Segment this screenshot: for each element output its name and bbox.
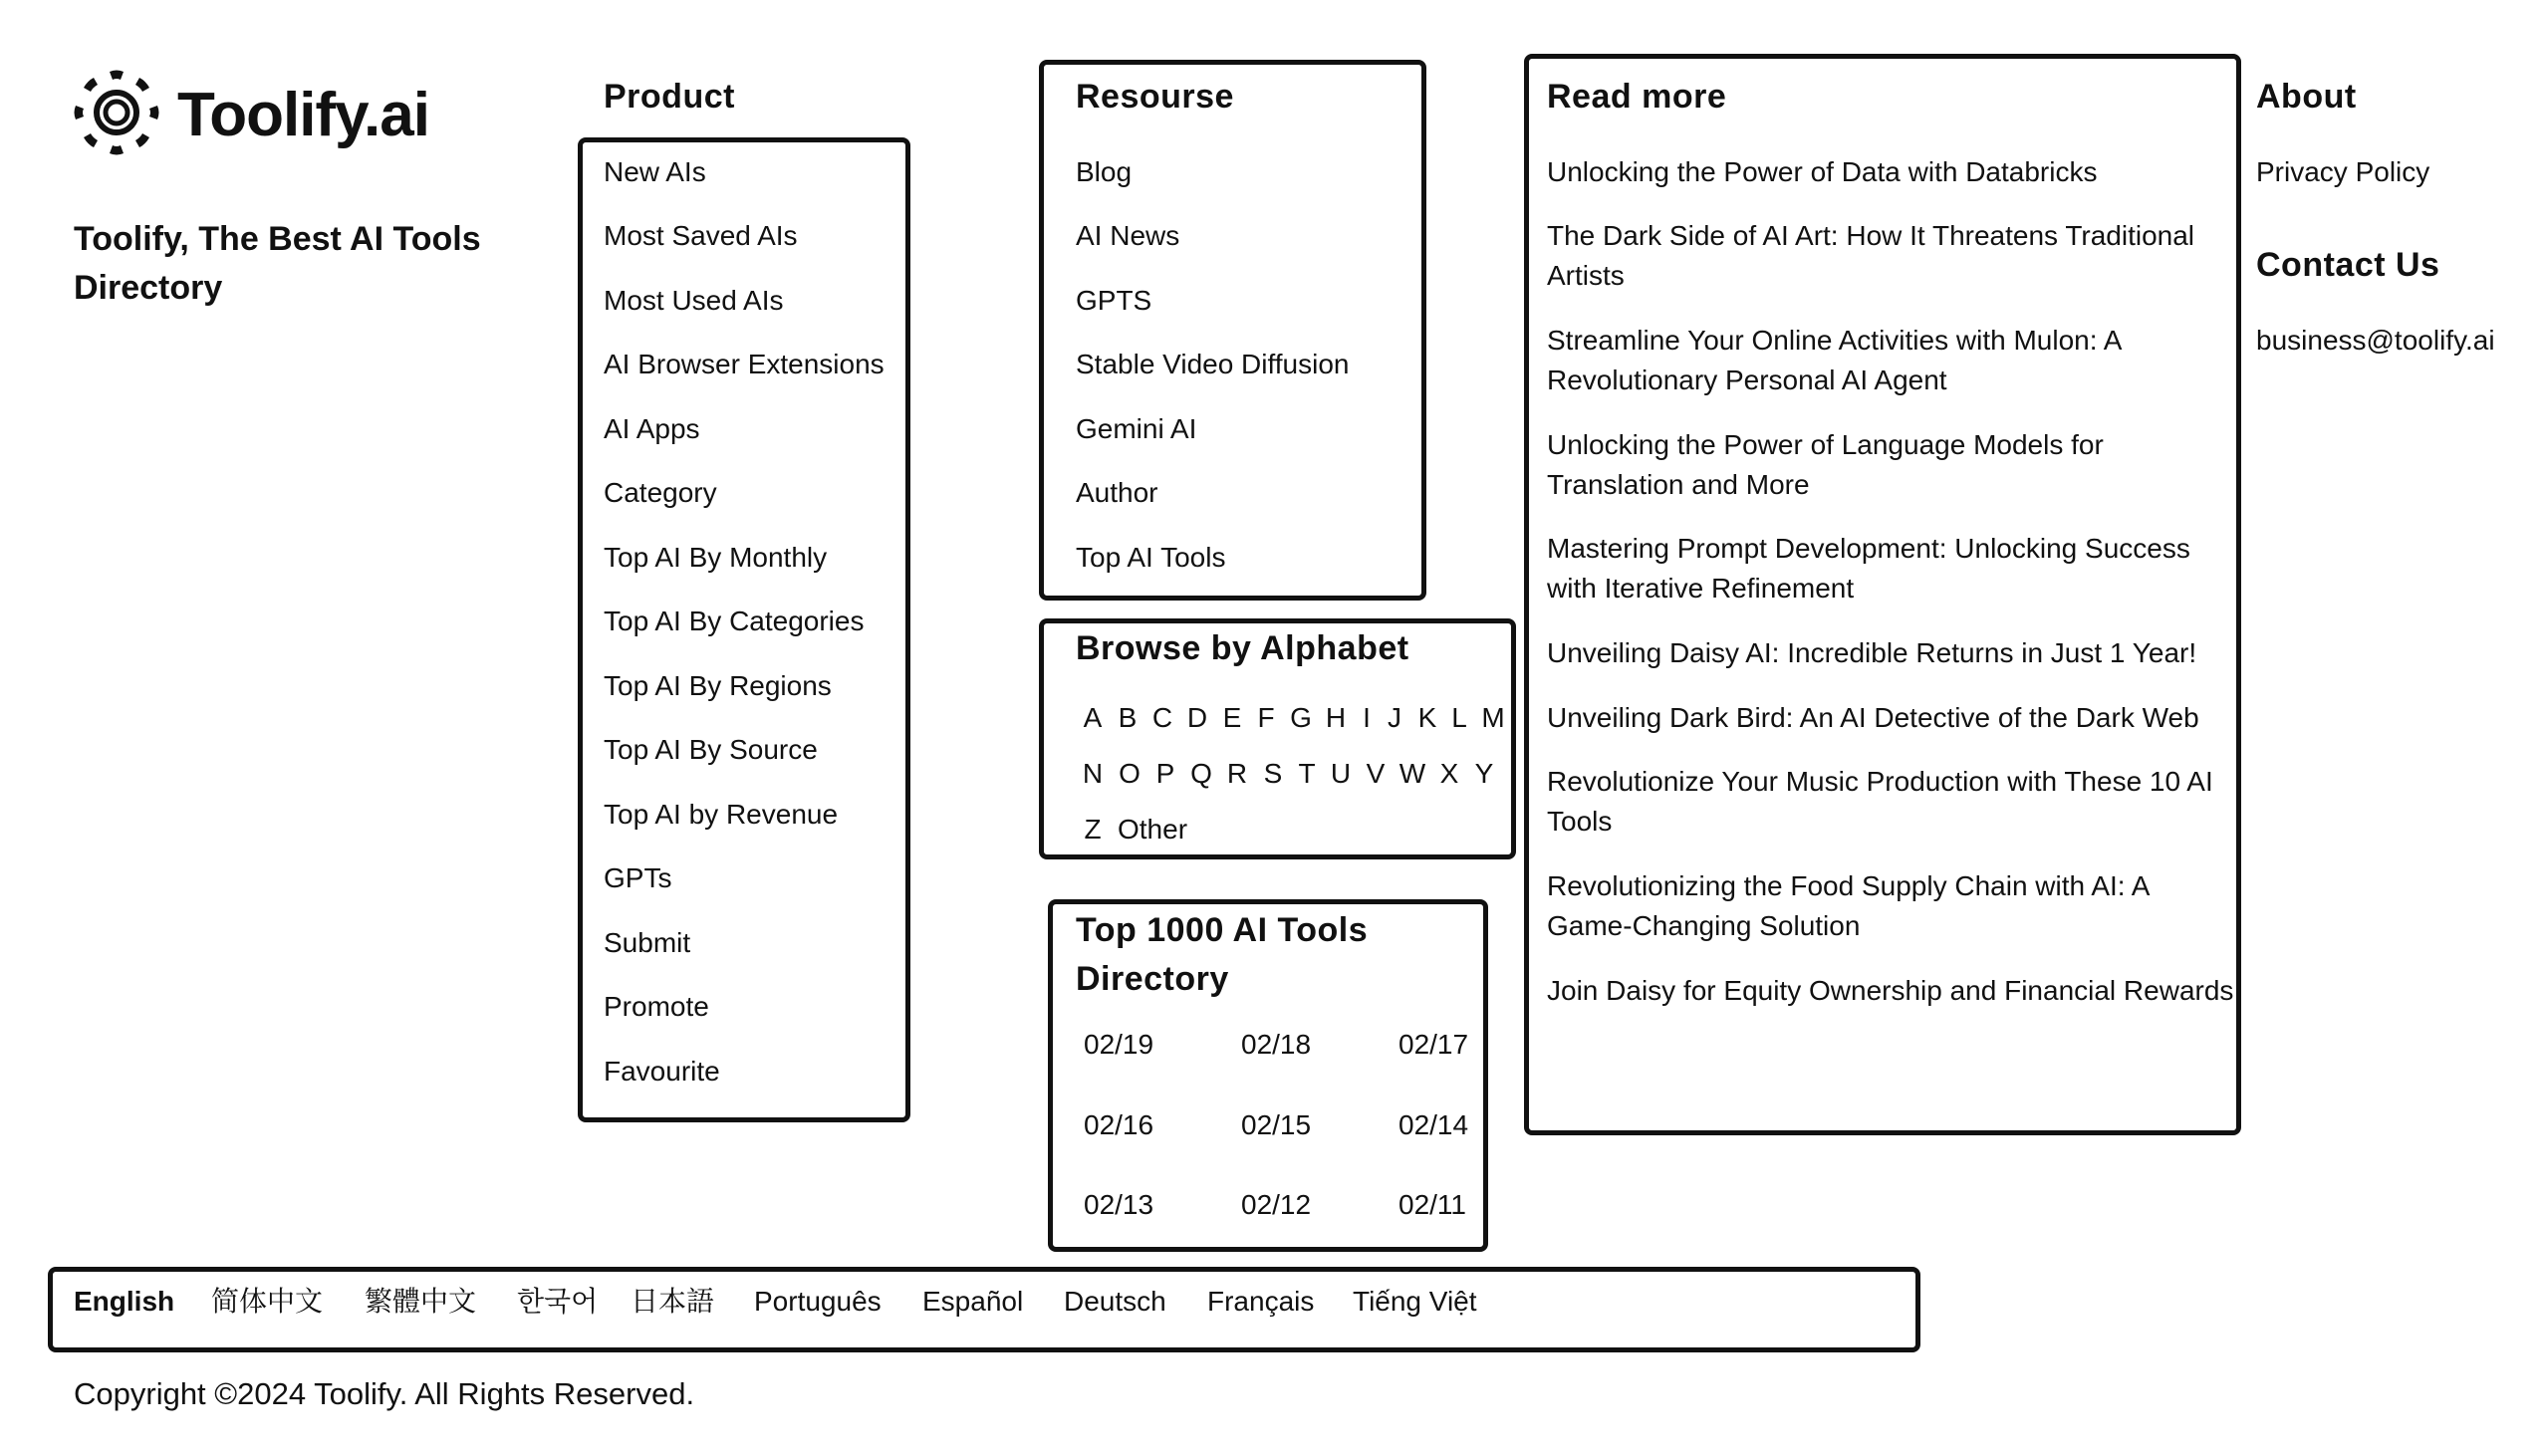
date-link-0218[interactable]: 02/18 xyxy=(1241,1029,1312,1060)
resource-link-blog[interactable]: Blog xyxy=(1076,156,1133,187)
alphabet-heading: Browse by Alphabet xyxy=(1076,629,1409,667)
letter-w[interactable]: W xyxy=(1398,758,1426,789)
article-link-daisy-equity[interactable]: Join Daisy for Equity Ownership and Financial Rewards xyxy=(1547,975,2234,1006)
read-more-heading: Read more xyxy=(1547,78,1727,116)
resource-menu xyxy=(1039,60,1426,601)
product-link-new-ais[interactable]: New AIs xyxy=(604,156,706,187)
language-spanish[interactable]: Español xyxy=(922,1286,1024,1317)
letter-s[interactable]: S xyxy=(1263,758,1283,789)
letter-e[interactable]: E xyxy=(1222,702,1242,733)
resource-link-ai-news[interactable]: AI News xyxy=(1076,220,1180,251)
product-link-top-ai-by-revenue[interactable]: Top AI by Revenue xyxy=(604,799,839,830)
language-japanese[interactable]: 日本語 xyxy=(631,1286,715,1317)
letter-r[interactable]: R xyxy=(1226,758,1248,789)
letter-a[interactable]: A xyxy=(1083,702,1103,733)
letter-y[interactable]: Y xyxy=(1474,758,1494,789)
product-link-ai-apps[interactable]: AI Apps xyxy=(604,413,700,444)
article-link-prompt-development[interactable]: Mastering Prompt Development: Unlocking Success with Iterative Refinement xyxy=(1547,533,2190,604)
product-link-top-ai-by-monthly[interactable]: Top AI By Monthly xyxy=(604,542,828,573)
letter-i[interactable]: I xyxy=(1363,702,1371,733)
letter-o[interactable]: O xyxy=(1119,758,1141,789)
product-link-category[interactable]: Category xyxy=(604,477,717,508)
letter-c[interactable]: C xyxy=(1151,702,1173,733)
date-link-0219[interactable]: 02/19 xyxy=(1084,1029,1154,1060)
letter-p[interactable]: P xyxy=(1155,758,1175,789)
language-vietnamese[interactable]: Tiếng Việt xyxy=(1353,1286,1477,1317)
article-link-language-models[interactable]: Unlocking the Power of Language Models for Translation and More xyxy=(1547,429,2104,500)
language-simplified-chinese[interactable]: 简体中文 xyxy=(211,1286,324,1317)
resource-link-gpts[interactable]: GPTS xyxy=(1076,285,1152,316)
language-english[interactable]: English xyxy=(74,1286,175,1317)
toolify-logo-icon[interactable] xyxy=(74,70,159,155)
language-portuguese[interactable]: Português xyxy=(754,1286,882,1317)
letter-q[interactable]: Q xyxy=(1190,758,1212,789)
article-link-music-production[interactable]: Revolutionize Your Music Production with These 10 AI Tools xyxy=(1547,766,2213,837)
letter-l[interactable]: L xyxy=(1451,702,1467,733)
letter-n[interactable]: N xyxy=(1082,758,1104,789)
product-link-submit[interactable]: Submit xyxy=(604,927,691,958)
article-link-daisy-ai-returns[interactable]: Unveiling Daisy AI: Incredible Returns in Just 1 Year! xyxy=(1547,637,2197,668)
product-link-top-ai-by-categories[interactable]: Top AI By Categories xyxy=(604,606,865,636)
language-french[interactable]: Français xyxy=(1207,1286,1315,1317)
date-link-0215[interactable]: 02/15 xyxy=(1241,1109,1312,1140)
copyright-text: Copyright ©2024 Toolify. All Rights Reserved. xyxy=(74,1376,695,1411)
product-link-top-ai-by-regions[interactable]: Top AI By Regions xyxy=(604,670,832,701)
resource-link-top-ai-tools[interactable]: Top AI Tools xyxy=(1076,542,1226,573)
product-heading: Product xyxy=(604,78,735,116)
product-link-most-used-ais[interactable]: Most Used AIs xyxy=(604,285,784,316)
resource-link-stable-video-diffusion[interactable]: Stable Video Diffusion xyxy=(1076,349,1350,379)
product-link-most-saved-ais[interactable]: Most Saved AIs xyxy=(604,220,798,251)
letter-k[interactable]: K xyxy=(1417,702,1437,733)
privacy-policy-link[interactable]: Privacy Policy xyxy=(2256,156,2430,187)
date-link-0217[interactable]: 02/17 xyxy=(1398,1029,1469,1060)
article-link-food-supply-chain[interactable]: Revolutionizing the Food Supply Chain with AI: A Game-Changing Solution xyxy=(1547,870,2149,941)
language-traditional-chinese[interactable]: 繁體中文 xyxy=(365,1286,477,1317)
letter-x[interactable]: X xyxy=(1439,758,1459,789)
resource-link-author[interactable]: Author xyxy=(1076,477,1158,508)
product-link-favourite[interactable]: Favourite xyxy=(604,1056,720,1087)
article-link-databricks[interactable]: Unlocking the Power of Data with Databricks xyxy=(1547,156,2098,187)
date-link-0216[interactable]: 02/16 xyxy=(1084,1109,1154,1140)
letter-v[interactable]: V xyxy=(1366,758,1386,789)
date-link-0212[interactable]: 02/12 xyxy=(1241,1189,1312,1220)
about-heading: About xyxy=(2256,78,2357,116)
letter-other[interactable]: Other xyxy=(1118,814,1188,845)
letter-z[interactable]: Z xyxy=(1084,814,1102,845)
contact-email-link[interactable]: business@toolify.ai xyxy=(2256,325,2495,356)
brand-name[interactable]: Toolify.ai xyxy=(177,81,429,149)
letter-m[interactable]: M xyxy=(1481,702,1505,733)
article-link-dark-bird[interactable]: Unveiling Dark Bird: An AI Detective of the Dark Web xyxy=(1547,702,2199,733)
top1000-heading: Top 1000 AI Tools Directory xyxy=(1076,911,1369,998)
letter-j[interactable]: J xyxy=(1388,702,1401,733)
language-german[interactable]: Deutsch xyxy=(1064,1286,1166,1317)
resource-link-gemini-ai[interactable]: Gemini AI xyxy=(1076,413,1197,444)
letter-u[interactable]: U xyxy=(1330,758,1352,789)
letter-d[interactable]: D xyxy=(1186,702,1208,733)
letter-g[interactable]: G xyxy=(1290,702,1312,733)
date-link-0211[interactable]: 02/11 xyxy=(1398,1189,1466,1220)
brand-tagline: Toolify, The Best AI Tools Directory xyxy=(74,220,481,307)
letter-h[interactable]: H xyxy=(1325,702,1347,733)
resource-heading: Resourse xyxy=(1076,78,1234,116)
language-korean[interactable]: 한국어 xyxy=(517,1286,599,1317)
letter-b[interactable]: B xyxy=(1118,702,1138,733)
date-link-0213[interactable]: 02/13 xyxy=(1084,1189,1154,1220)
article-link-dark-side-ai-art[interactable]: The Dark Side of AI Art: How It Threatens Traditional Artists xyxy=(1547,220,2195,291)
product-link-top-ai-by-source[interactable]: Top AI By Source xyxy=(604,734,818,765)
product-link-gpts[interactable]: GPTs xyxy=(604,862,672,893)
contact-heading: Contact Us xyxy=(2256,246,2440,284)
date-link-0214[interactable]: 02/14 xyxy=(1398,1109,1469,1140)
letter-f[interactable]: F xyxy=(1257,702,1275,733)
product-link-ai-browser-extensions[interactable]: AI Browser Extensions xyxy=(604,349,885,379)
product-link-promote[interactable]: Promote xyxy=(604,991,709,1022)
article-link-mulon[interactable]: Streamline Your Online Activities with Mulon: A Revolutionary Personal AI Agent xyxy=(1547,325,2121,395)
letter-t[interactable]: T xyxy=(1298,758,1316,789)
